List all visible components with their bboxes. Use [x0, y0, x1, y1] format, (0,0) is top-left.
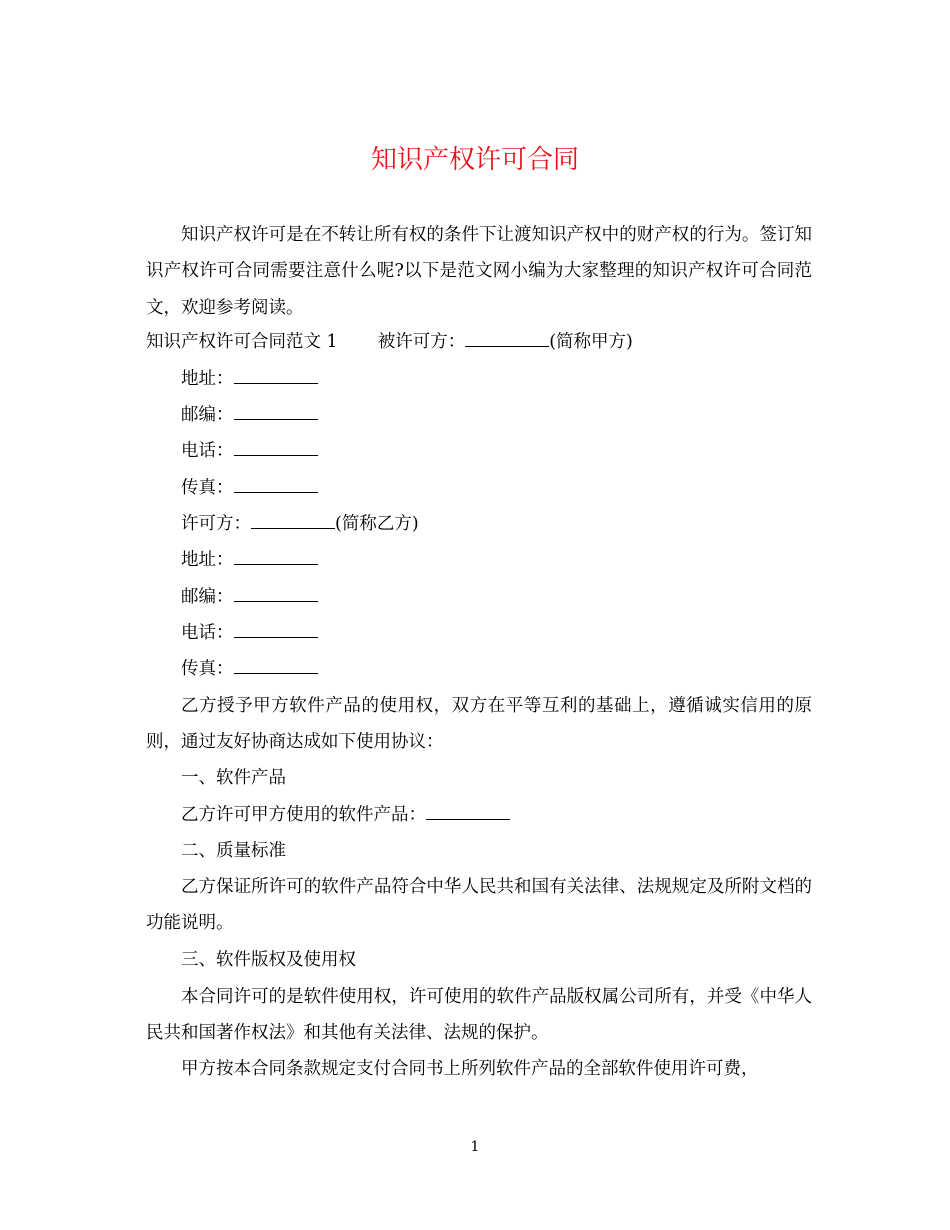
field-label: 邮编：	[181, 587, 234, 607]
section1-heading: 一、软件产品	[181, 768, 286, 788]
field-label: 邮编：	[181, 405, 234, 425]
licensee-label: 被许可方：	[377, 332, 466, 352]
licensor-label: 许可方：	[181, 514, 251, 534]
field-label: 电话：	[181, 623, 234, 643]
field-blank	[234, 437, 318, 456]
section2-text: 乙方保证所许可的软件产品符合中华人民共和国有关法律、法规规定及所附文档的功能说明。	[146, 877, 812, 934]
field-label: 传真：	[181, 478, 234, 498]
party-b-fax	[181, 651, 812, 687]
section1-text	[181, 797, 812, 833]
field-blank	[234, 474, 318, 493]
section3-text: 本合同许可的是软件使用权，许可使用的软件产品版权属公司所有，并受《中华人民共和国著作权法》和其他有关法律、法规的保护。	[146, 987, 812, 1044]
licensee-suffix: (简称甲方)	[549, 332, 633, 352]
field-label: 电话：	[181, 441, 234, 461]
field-blank	[234, 583, 318, 602]
section3-heading: 三、软件版权及使用权	[181, 950, 356, 970]
party-a-address	[181, 361, 812, 397]
party-a-postcode	[181, 397, 812, 433]
party-b-address	[181, 542, 812, 578]
field-blank	[234, 365, 318, 384]
field-label: 地址：	[181, 550, 234, 570]
field-blank	[234, 619, 318, 638]
licensor-blank	[251, 510, 335, 529]
field-blank	[234, 655, 318, 674]
field-blank	[234, 401, 318, 420]
field-label: 地址：	[181, 369, 234, 389]
party-a-fax	[181, 470, 812, 506]
party-a-phone	[181, 433, 812, 469]
sample-heading: 知识产权许可合同范文 1	[146, 332, 338, 352]
licensee-blank	[465, 328, 549, 347]
section2-heading: 二、质量标准	[181, 841, 286, 861]
field-blank	[234, 546, 318, 565]
preamble-paragraph: 乙方授予甲方软件产品的使用权，双方在平等互利的基础上，遵循诚实信用的原则，通过友好协商达成如下使用协议：	[146, 696, 812, 753]
party-b-postcode	[181, 579, 812, 615]
licensor-line	[181, 506, 812, 542]
section3-text-2: 甲方按本合同条款规定支付合同书上所列软件产品的全部软件使用许可费，	[181, 1059, 759, 1079]
licensee-line	[146, 324, 812, 360]
document-title: 知识产权许可合同	[370, 145, 579, 175]
field-label: 传真：	[181, 659, 234, 679]
product-blank	[426, 801, 510, 820]
licensor-suffix: (简称乙方)	[335, 514, 419, 534]
party-b-phone	[181, 615, 812, 651]
section1-label: 乙方许可甲方使用的软件产品：	[181, 805, 426, 825]
intro-paragraph: 知识产权许可是在不转让所有权的条件下让渡知识产权中的财产权的行为。签订知识产权许可合同需要注意什么呢?以下是范文网小编为大家整理的知识产权许可合同范文，欢迎参考阅读。	[146, 225, 812, 318]
page-number: 1	[470, 1139, 480, 1155]
